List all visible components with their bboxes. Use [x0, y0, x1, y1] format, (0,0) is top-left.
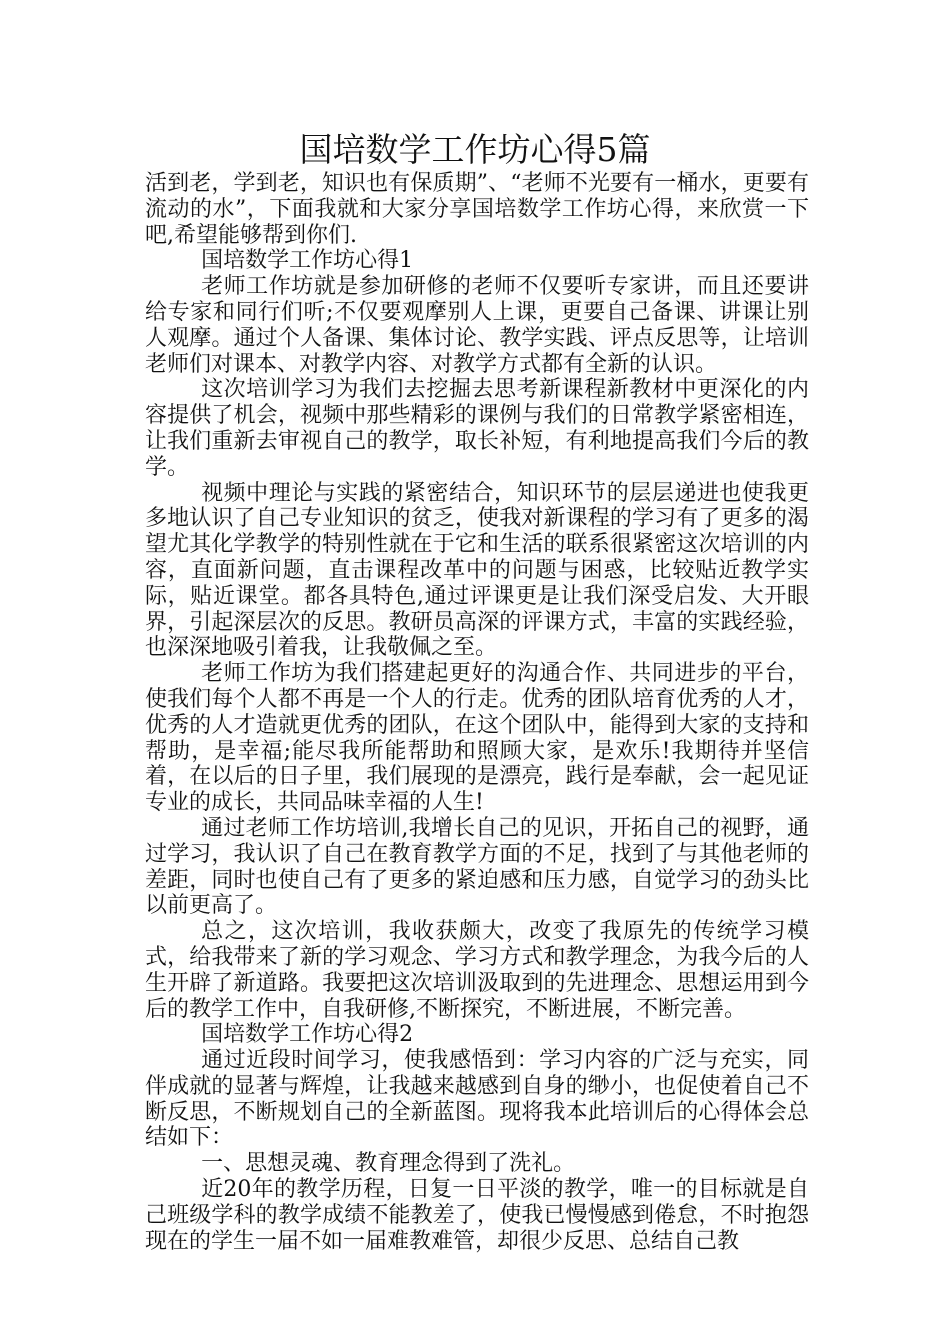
paragraph: 总之，这次培训，我收获颇大，改变了我原先的传统学习模式，给我带来了新的学习观念、学习方式和教学理念，为我今后的人生开辟了新道路。我要把这次培训汲取到的先进理念、思想运用到今后的教学工作中，自我研修,不断探究，不断进展，不断完善。: [145, 919, 809, 1022]
document-body: [145, 171, 809, 1254]
paragraph: 老师工作坊就是参加研修的老师不仅要听专家讲，而且还要讲给专家和同行们听;不仅要观摩别人上课，更要自己备课、讲课让别人观摩。通过个人备课、集体讨论、教学实践、评点反思等，让培训老师们对课本、对教学内容、对教学方式都有全新的认识。: [145, 274, 809, 377]
paragraph: 这次培训学习为我们去挖掘去思考新课程新教材中更深化的内容提供了机会，视频中那些精彩的课例与我们的日常教学紧密相连，让我们重新去审视自己的教学，取长补短，有利地提高我们今后的教学。: [145, 377, 809, 480]
paragraph: 通过老师工作坊培训,我增长自己的见识，开拓自己的视野，通过学习，我认识了自己在教育教学方面的不足，找到了与其他老师的差距，同时也使自己有了更多的紧迫感和压力感，自觉学习的劲头比以前更高了。: [145, 815, 809, 919]
paragraph: 通过近段时间学习，使我感悟到：学习内容的广泛与充实，同伴成就的显著与辉煌，让我越来越感到自身的缈小，也促使着自己不断反思，不断规划自己的全新蓝图。现将我本此培训后的心得体会总结如下：: [145, 1048, 809, 1151]
paragraph: 近20年的教学历程，日复一日平淡的教学，唯一的目标就是自己班级学科的教学成绩不能教差了，使我已慢慢感到倦怠，不时抱怨现在的学生一届不如一届难教难管，却很少反思、总结自己教: [145, 1177, 809, 1254]
intro-paragraph: 活到老，学到老，知识也有保质期”、“老师不光要有一桶水，更要有流动的水”，下面我就和大家分享国培数学工作坊心得，来欣赏一下吧,希望能够帮到你们.: [145, 171, 809, 248]
subheading: 一、思想灵魂、教育理念得到了洗礼。: [201, 1151, 576, 1177]
section-heading-2: 国培数学工作坊心得2: [201, 1022, 414, 1048]
paragraph: 视频中理论与实践的紧密结合，知识环节的层层递进也使我更多地认识了自己专业知识的贫乏，使我对新课程的学习有了更多的渴望尤其化学教学的特别性就在于它和生活的联系很紧密这次培训的内容，直面新问题，直击课程改革中的问题与困惑，比较贴近教学实际，贴近课堂。都各具特色,通过评课更是让我们深受启发、大开眼界，引起深层次的反思。教研员高深的评课方式，丰富的实践经验，也深深地吸引着我，让我敬佩之至。: [145, 480, 809, 661]
paragraph: 老师工作坊为我们搭建起更好的沟通合作、共同进步的平台，使我们每个人都不再是一个人的行走。优秀的团队培育优秀的人才，优秀的人才造就更优秀的团队，在这个团队中，能得到大家的支持和帮助，是幸福;能尽我所能帮助和照顾大家，是欢乐!我期待并坚信着，在以后的日子里，我们展现的是漂亮，践行是奉献，会一起见证专业的成长，共同品味幸福的人生!: [145, 661, 809, 816]
section-heading-1: 国培数学工作坊心得1: [201, 248, 414, 274]
document-title: 国培数学工作坊心得5篇: [299, 130, 651, 169]
